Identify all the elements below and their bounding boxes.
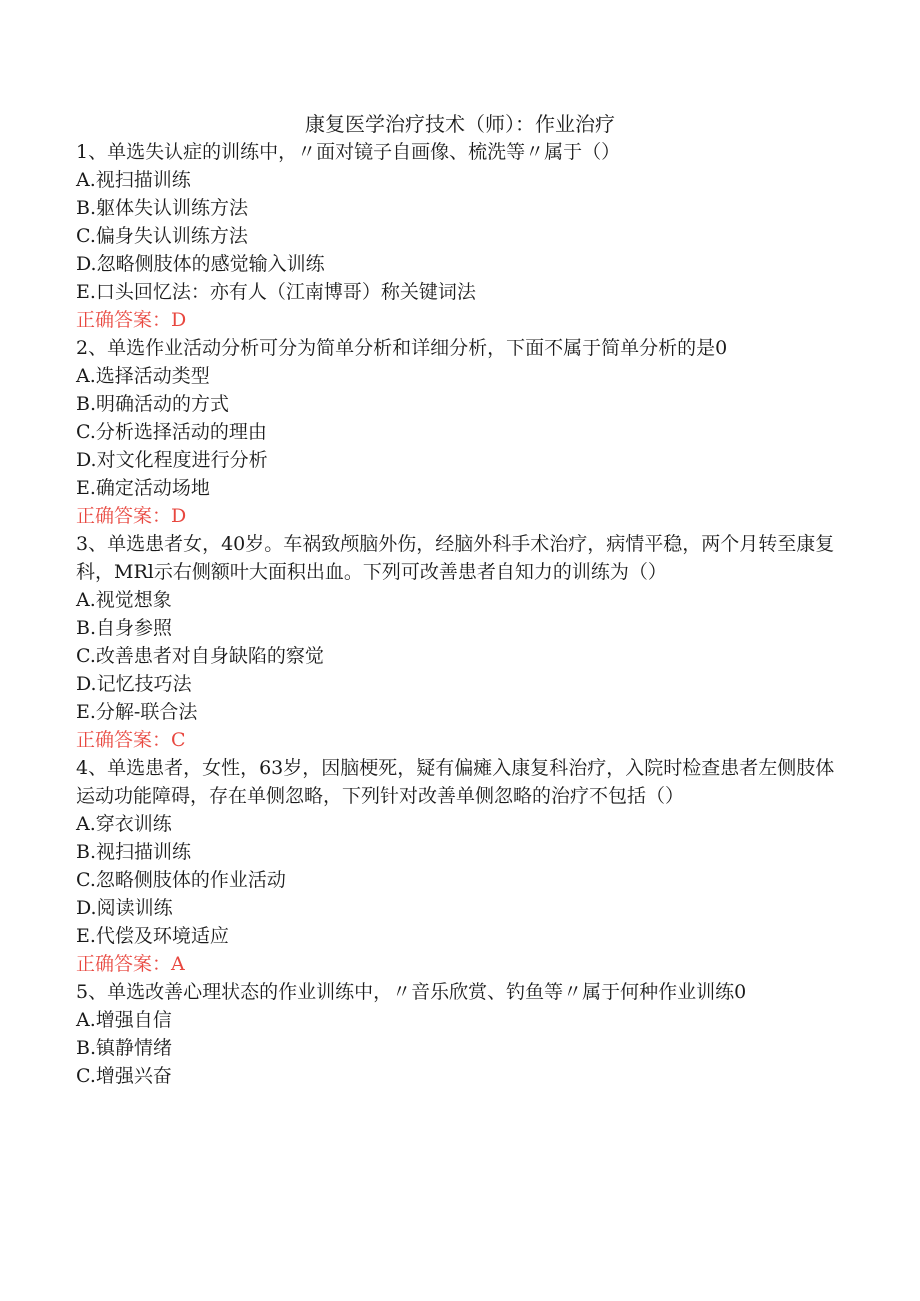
question-stem: 4、单选患者，女性，63岁，因脑梗死，疑有偏瘫入康复科治疗，入院时检查患者左侧肢体运动功能障碍，存在单侧忽略，下列针对改善单侧忽略的治疗不包括（）	[76, 757, 835, 807]
option-e: E.分解-联合法	[76, 701, 198, 723]
option-d: D.对文化程度进行分析	[76, 449, 268, 471]
option-d: D.记忆技巧法	[76, 673, 192, 695]
option-a: A.穿衣训练	[76, 813, 172, 835]
question-stem: 5、单选改善心理状态的作业训练中，〃音乐欣赏、钓鱼等〃属于何种作业训练0	[76, 981, 747, 1003]
option-c: C.增强兴奋	[76, 1065, 172, 1087]
option-d: D.忽略侧肢体的感觉输入训练	[76, 253, 325, 275]
correct-answer: 正确答案：D	[76, 309, 187, 331]
option-c: C.分析选择活动的理由	[76, 421, 267, 443]
correct-answer: 正确答案：C	[76, 729, 186, 751]
option-e: E.代偿及环境适应	[76, 925, 229, 947]
option-a: A.视觉想象	[76, 589, 172, 611]
correct-answer: 正确答案：D	[76, 505, 187, 527]
correct-answer: 正确答案：A	[76, 953, 185, 975]
option-c: C.忽略侧肢体的作业活动	[76, 869, 286, 891]
option-d: D.阅读训练	[76, 897, 173, 919]
question-4	[76, 754, 846, 978]
option-e: E.口头回忆法：亦有人（江南博哥）称关键词法	[76, 281, 476, 303]
question-3	[76, 530, 846, 754]
option-a: A.增强自信	[76, 1009, 172, 1031]
option-c: C.偏身失认训练方法	[76, 225, 248, 247]
question-5	[76, 978, 846, 1090]
option-e: E.确定活动场地	[76, 477, 210, 499]
question-stem: 3、单选患者女，40岁。车祸致颅脑外伤，经脑外科手术治疗，病情平稳，两个月转至康复科，MRl示右侧额叶大面积出血。下列可改善患者自知力的训练为（）	[76, 533, 835, 583]
option-a: A.选择活动类型	[76, 365, 210, 387]
question-stem: 1、单选失认症的训练中，〃面对镜子自画像、梳洗等〃属于（）	[76, 141, 621, 163]
option-b: B.躯体失认训练方法	[76, 197, 249, 219]
option-b: B.镇静情绪	[76, 1037, 173, 1059]
question-2	[76, 334, 846, 530]
document-title: 康复医学治疗技术（师）：作业治疗	[305, 112, 615, 136]
question-stem: 2、单选作业活动分析可分为简单分析和详细分析，下面不属于简单分析的是0	[76, 337, 728, 359]
option-b: B.明确活动的方式	[76, 393, 230, 415]
option-a: A.视扫描训练	[76, 169, 191, 191]
question-1	[76, 138, 846, 334]
option-b: B.自身参照	[76, 617, 173, 639]
option-c: C.改善患者对自身缺陷的察觉	[76, 645, 324, 667]
option-b: B.视扫描训练	[76, 841, 192, 863]
question-list	[76, 138, 846, 1090]
